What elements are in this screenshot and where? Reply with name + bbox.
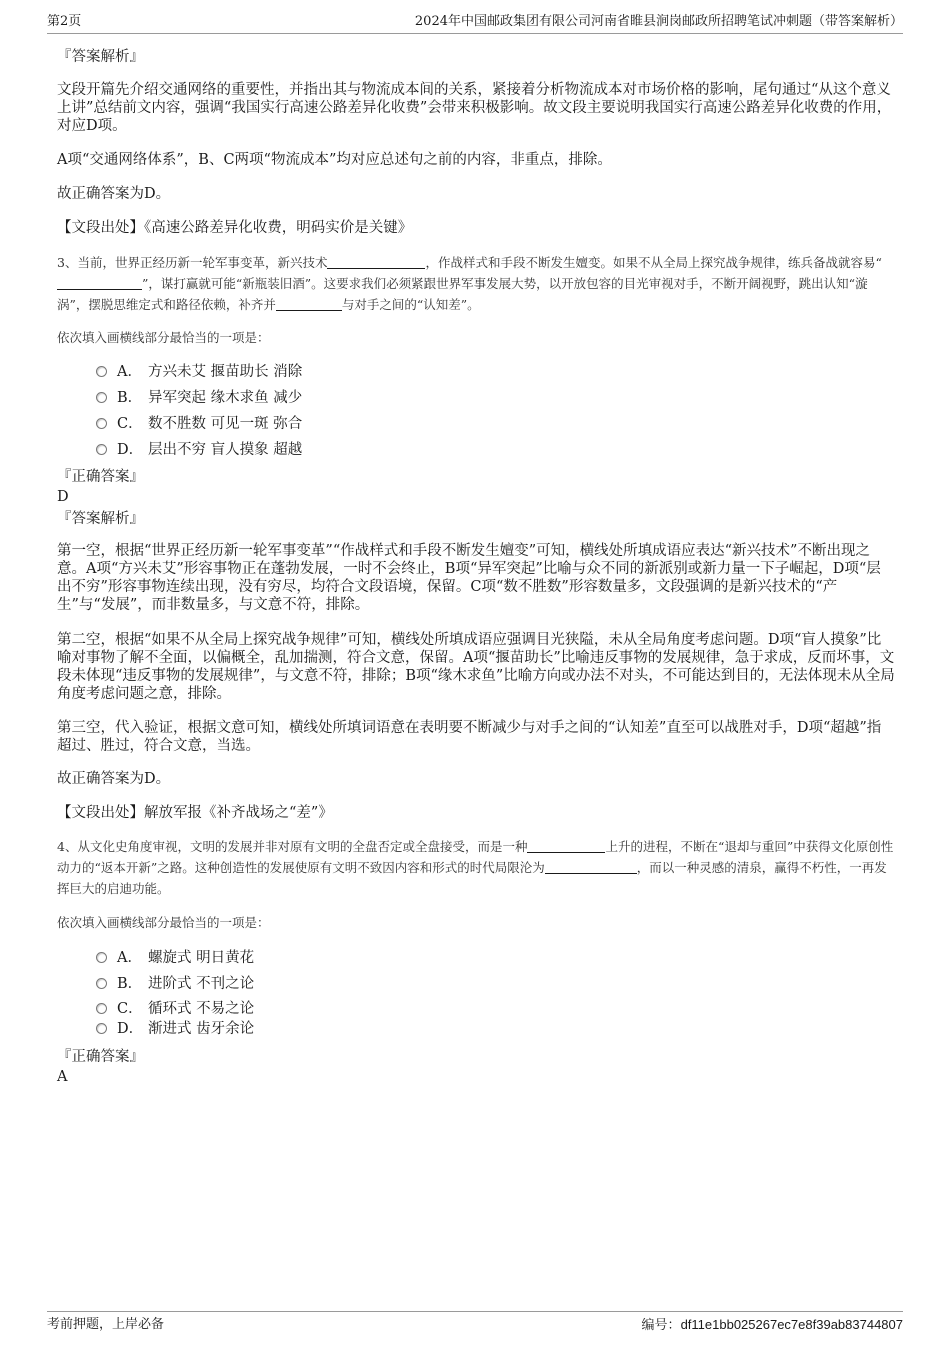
fill-blank: [545, 859, 637, 874]
radio-icon[interactable]: [96, 444, 107, 455]
question-3-text-2: ，作战样式和手段不断发生嬗变。如果不从全局上探究战争规律，练兵备战就容易“: [425, 255, 882, 270]
question-4-option-d[interactable]: D． 渐进式 齿牙余论: [96, 1019, 254, 1039]
question-3-option-a[interactable]: A． 方兴未艾 揠苗助长 消除: [96, 362, 302, 382]
question-4-prompt: 依次填入画横线部分最恰当的一项是：: [57, 915, 270, 930]
question-3-text-4: 与对手之间的“认知差”。: [341, 297, 480, 312]
question-4-text-3: ，而以一种灵感的清泉，赢得不朽性，一再发挥巨大的启迪功能。: [57, 860, 887, 896]
document-title: 2024年中国邮政集团有限公司河南省睢县涧岗邮政所招聘笔试冲刺题（带答案解析）: [414, 14, 903, 29]
radio-icon[interactable]: [96, 1023, 107, 1034]
document-code: 编号：df11e1bb025267ec7e8f39ab83744807: [641, 1317, 903, 1333]
correct-answer: D: [57, 489, 69, 505]
page-footer: [47, 1311, 903, 1334]
question-3-option-b[interactable]: B． 异军突起 缘木求鱼 减少: [96, 388, 302, 408]
analysis-paragraph-1: 文段开篇先介绍交通网络的重要性，并指出其与物流成本间的关系，紧接着分析物流成本对市场价格的影响，尾句通过“从这个意义上讲”总结前文内容，强调“我国实行高速公路差异化收费”会带来积极影响。故文段主要说明我国实行高速公路差异化收费的作用，对应D项。: [57, 82, 892, 134]
question-4-text-1: 4、从文化史角度审视，文明的发展并非对原有文明的全盘否定或全盘接受，而是一种: [57, 839, 528, 854]
radio-icon[interactable]: [96, 392, 107, 403]
footer-slogan: 考前押题，上岸必备: [47, 1317, 165, 1332]
passage-source: 【文段出处】《高速公路差异化收费，明码实价是关键》: [57, 220, 413, 236]
question-3-stem: [57, 252, 895, 315]
option-text: 方兴未艾 揠苗助长 消除: [148, 364, 303, 380]
analysis-paragraph-2: A项“交通网络体系”，B、C两项“物流成本”均对应总述句之前的内容，非重点，排除。: [57, 152, 612, 168]
question-4-option-c[interactable]: C． 循环式 不易之论: [96, 999, 254, 1019]
fill-blank: [327, 254, 425, 269]
radio-icon[interactable]: [96, 978, 107, 989]
question-3-option-c[interactable]: C． 数不胜数 可见一斑 弥合: [96, 414, 302, 434]
correct-answer-label: 『正确答案』: [57, 1049, 144, 1065]
question-4-stem: [57, 836, 895, 899]
question-4-option-b[interactable]: B． 进阶式 不刊之论: [96, 974, 254, 994]
option-text: 异军突起 缘木求鱼 减少: [148, 390, 303, 406]
analysis-paragraph-3: 第三空，代入验证，根据文意可知，横线处所填词语意在表明要不断减少与对手之间的“认知差”直至可以战胜对手，D项“超越”指超过、胜过，符合文意，当选。: [57, 720, 882, 754]
option-text: 循环式 不易之论: [148, 1001, 255, 1017]
analysis-conclusion: 故正确答案为D。: [57, 771, 171, 787]
analysis-label: 『答案解析』: [57, 49, 144, 65]
fill-blank: [527, 838, 605, 853]
option-text: 螺旋式 明日黄花: [148, 950, 255, 966]
question-3-text-1: 3、当前，世界正经历新一轮军事变革，新兴技术: [57, 255, 328, 270]
passage-source: 【文段出处】解放军报《补齐战场之“差”》: [57, 805, 333, 821]
analysis-paragraph-2: 第二空，根据“如果不从全局上探究战争规律”可知，横线处所填成语应强调目光狭隘，未从全局角度考虑问题。D项“盲人摸象”比喻对事物了解不全面，以偏概全，乱加揣测，符合文意，保留。A项“揠苗助长”比喻违反事物的发展规律，急于求成，反而坏事，文段未体现“违反事物的发展规律”，与文意不符，排除；B项“缘木求鱼”比喻方向或办法不对头，不可能达到目的，无法体现未从全局角度考虑问题之意，排除。: [57, 632, 895, 702]
radio-icon[interactable]: [96, 366, 107, 377]
page-number: 第2页: [47, 14, 82, 29]
radio-icon[interactable]: [96, 952, 107, 963]
page-header: [47, 13, 903, 34]
option-text: 进阶式 不刊之论: [148, 976, 255, 992]
option-text: 数不胜数 可见一斑 弥合: [148, 416, 303, 432]
correct-answer-label: 『正确答案』: [57, 469, 144, 485]
question-4-option-a[interactable]: A． 螺旋式 明日黄花: [96, 948, 254, 968]
document-code-value: df11e1bb025267ec7e8f39ab83744807: [680, 1317, 903, 1332]
option-text: 层出不穷 盲人摸象 超越: [148, 442, 303, 458]
analysis-paragraph-3: 故正确答案为D。: [57, 186, 171, 202]
fill-blank: [57, 275, 142, 290]
radio-icon[interactable]: [96, 418, 107, 429]
radio-icon[interactable]: [96, 1003, 107, 1014]
question-4-text-2: 上升的进程，不断在“退却与重回”中获得文化原创性动力的“返本开新”之路。这种创造性的发展使原有文明不致因内容和形式的时代局限沦为: [57, 839, 894, 875]
question-3-text-3: ”，谋打赢就可能“新瓶装旧酒”。这要求我们必须紧跟世界军事发展大势，以开放包容的目光审视对手，不断开阔视野，跳出认知“漩涡”，摆脱思维定式和路径依赖，补齐并: [57, 276, 868, 312]
analysis-paragraph-1: 第一空，根据“世界正经历新一轮军事变革”“作战样式和手段不断发生嬗变”可知，横线处所填成语应表达“新兴技术”不断出现之意。A项“方兴未艾”形容事物正在蓬勃发展，一时不会终止，B项“异军突起”比喻与众不同的新派别或新力量一下子崛起，D项“层出不穷”形容事物连续出现，没有穷尽，均符合文段语境，保留。C项“数不胜数”形容数量多，文段强调的是新兴技术的“产生”与“发展”，而非数量多，与文意不符，排除。: [57, 543, 881, 613]
option-text: 渐进式 齿牙余论: [148, 1021, 255, 1037]
fill-blank: [276, 296, 342, 311]
question-3-prompt: 依次填入画横线部分最恰当的一项是：: [57, 330, 270, 345]
question-3-option-d[interactable]: D． 层出不穷 盲人摸象 超越: [96, 440, 302, 460]
analysis-label: 『答案解析』: [57, 511, 144, 527]
correct-answer: A: [57, 1069, 68, 1085]
